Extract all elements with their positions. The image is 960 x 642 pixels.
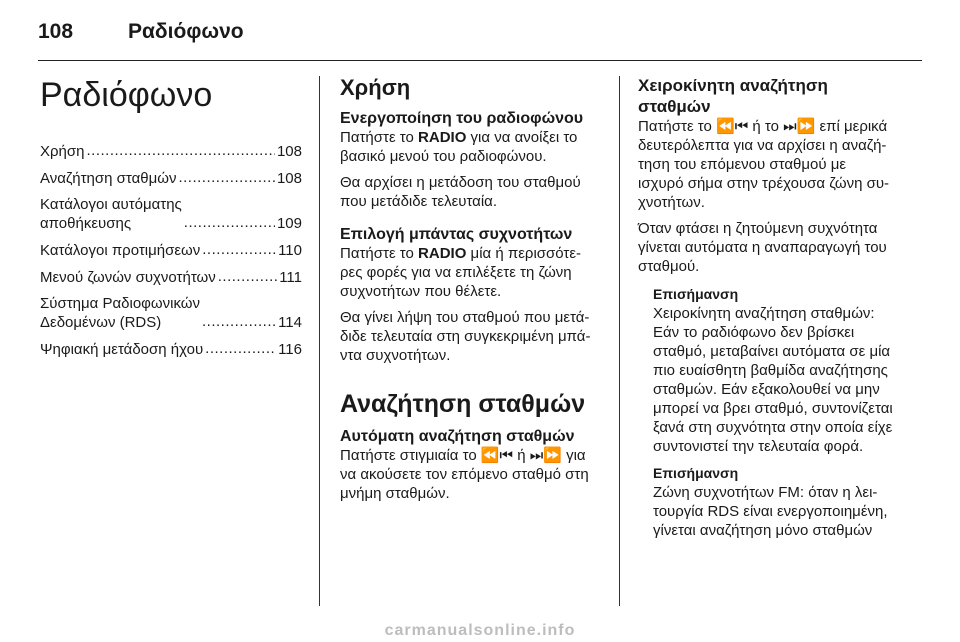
watermark: carmanualsonline.info (384, 622, 576, 639)
toc-entry-page: 109 (276, 215, 302, 232)
toc-entry[interactable] (40, 294, 302, 332)
toc-entry-page: 108 (276, 143, 302, 160)
table-of-contents (40, 141, 302, 359)
toc-entry-title: Χρήση (40, 143, 85, 160)
paragraph: Πατήστε στιγμιαία το ⏪⏮ ή ⏭⏩ για να ακούσετε τον επόμενο σταθμό στη μνήμη σταθμών. (340, 447, 589, 502)
paragraph: Πατήστε το RADIO για να ανοίξει το βασικό μενού του ραδιοφώνου. (340, 129, 578, 165)
subheading-manual-search: Χειροκίνητη αναζήτηση σταθμών (638, 76, 828, 116)
toc-leader-dots (178, 168, 275, 187)
toc-entry-title: Μενού ζωνών συχνοτήτων (40, 269, 216, 286)
toc-entry-title: Ψηφιακή μετάδοση ήχου (40, 341, 204, 358)
toc-leader-dots (218, 267, 277, 286)
toc-leader-dots (202, 240, 276, 259)
toc-entry[interactable] (40, 168, 302, 188)
toc-entry[interactable] (40, 240, 302, 260)
radio-key-label: RADIO (418, 245, 467, 262)
note-text: Ζώνη συχνοτήτων FM: όταν η λει- τουργία RDS είναι ενεργοποιημένη, γίνεται αναζήτηση μόνο σταθμών (653, 484, 888, 539)
toc-leader-dots (205, 339, 276, 358)
toc-entry[interactable] (40, 195, 302, 233)
subheading-auto-search: Αυτόματη αναζήτηση σταθμών (340, 428, 575, 445)
toc-entry[interactable] (40, 141, 302, 161)
note-title: Επισήμανση (653, 286, 739, 302)
chapter-title: Ραδιόφωνο (40, 76, 213, 114)
running-title: Ραδιόφωνο (128, 20, 244, 43)
section-heading-station-search: Αναζήτηση σταθμών (340, 390, 586, 418)
paragraph: Θα γίνει λήψη του σταθμού που μετά- διδε τελευταία στη συγκεκριμένη μπά- ντα συχνοτήτων. (340, 309, 591, 364)
column-divider (619, 76, 620, 606)
subheading-turn-on: Ενεργοποίηση του ραδιοφώνου (340, 110, 584, 127)
paragraph: Πατήστε το RADIO μία ή περισσότε- ρες φορές για να επιλέξετε τη ζώνη συχνοτήτων που θέλετε. (340, 245, 582, 300)
toc-leader-dots (202, 312, 276, 331)
paragraph: Πατήστε το ⏪⏮ ή το ⏭⏩ επί μερικά δευτερόλεπτα για να αρχίσει η αναζή- τηση του επόμενου σταθμού με ισχυρό σήμα στην τρέχουσα ζώνη συ- χνοτήτων. (638, 118, 890, 211)
toc-entry-page: 114 (278, 314, 302, 331)
toc-entry-title: Αναζήτηση σταθμών (40, 170, 177, 187)
toc-entry[interactable] (40, 267, 302, 287)
toc-entry-title: Κατάλογοι προτιμήσεων (40, 242, 201, 259)
toc-entry-page: 108 (276, 170, 302, 187)
header-rule (38, 60, 922, 61)
section-heading-usage: Χρήση (340, 75, 411, 100)
content-column-2 (340, 75, 602, 510)
column-divider (319, 76, 320, 606)
toc-entry-title: Κατάλογοι αυτόματης αποθήκευσης (40, 196, 182, 232)
page-number: 108 (38, 20, 74, 43)
toc-entry-page: 111 (279, 269, 302, 286)
toc-entry-page: 110 (278, 242, 302, 259)
toc-column (40, 75, 302, 366)
toc-leader-dots (184, 213, 275, 232)
page-header (38, 20, 922, 60)
note-text: Χειροκίνητη αναζήτηση σταθμών: Εάν το ραδιόφωνο δεν βρίσκει σταθμό, μεταβαίνει αυτόματα σε μία πιο ευαίσθητη βαθμίδα αναζήτησης σταθμών. Εάν εξακολουθεί να μην μπορεί να βρει σταθμό, συντονίζεται ξανά στη συχνότητα στην οποία είχε συντονιστεί την τελευταία φορά. (653, 305, 893, 455)
note-title: Επισήμανση (653, 465, 739, 481)
subheading-band-select: Επιλογή μπάντας συχνοτήτων (340, 226, 573, 243)
paragraph: Θα αρχίσει η μετάδοση του σταθμού που μετάδιδε τελευταία. (340, 174, 581, 210)
toc-entry-page: 116 (278, 341, 302, 358)
note-box (653, 285, 902, 540)
toc-leader-dots (86, 141, 274, 160)
paragraph: Όταν φτάσει η ζητούμενη συχνότητα γίνεται αυτόματα η αναπαραγωγή του σταθμού. (638, 220, 887, 275)
toc-entry-title: Σύστημα Ραδιοφωνικών Δεδομένων (RDS) (40, 295, 200, 331)
content-column-3 (638, 75, 902, 548)
toc-entry[interactable] (40, 339, 302, 359)
radio-key-label: RADIO (418, 129, 467, 146)
